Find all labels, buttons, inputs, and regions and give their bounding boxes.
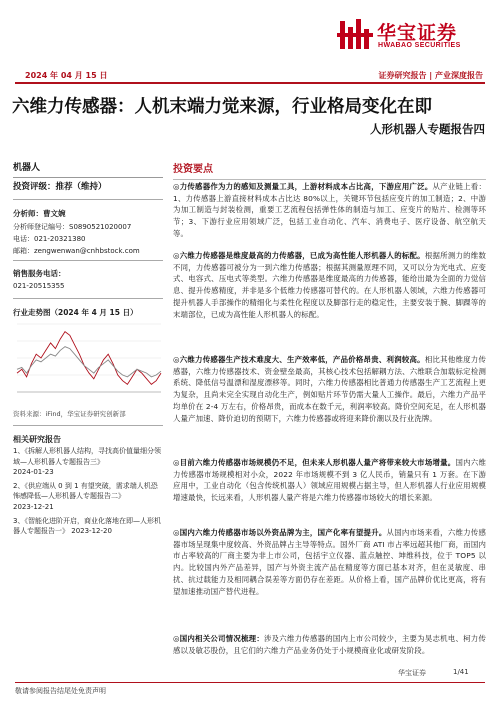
related-report-item[interactable] bbox=[13, 446, 163, 478]
analyst-email: 邮箱：zengwenwan@cnhbstock.com bbox=[13, 247, 140, 255]
report-type: 证券研究报告 | 产业深度报告 bbox=[378, 71, 483, 80]
key-point-lead: ◎国内六维力传感器市场以外资品牌为主，国产化率有望提升。 bbox=[173, 528, 387, 537]
related-report-date: 2023-12-21 bbox=[13, 502, 54, 511]
industry-trend-chart bbox=[13, 320, 165, 402]
investment-rating: 投资评级：推荐（维持） bbox=[13, 182, 107, 192]
key-point-lead: ◎力传感器作为力的感知及测量工具，上游材料成本占比高，下游应用广泛。 bbox=[173, 182, 433, 191]
divider bbox=[13, 260, 163, 261]
related-report-text: 1、《拆解人形机器人结构，寻找高价值量细分领域—人形机器人专题报告三》 bbox=[13, 447, 161, 466]
key-point-body: 国内六维力传感器市场规模相对小众，2022 年市场规模不到 3 亿人民币，销量只有 1 万套。在下游应用中，工业自动化（包含传统机器人）领域应用规模占据主导，但人形机器人行业应用规模增速最快，长远来看，人形机器人量产将是六维力传感器市场较大的增长来源。 bbox=[173, 458, 486, 503]
key-point-body: 相比其他维度力传感器，六维力传感器技术、资金壁垒最高，其核心技术包括解耦方法、六维联合加载标定检测系统、降低信号温漂和湿度漂移等。同时，六维力传感器相比普通力传感器生产工艺流程上更为复杂，且尚未完全实现自动化生产，例如贴片环节仍需大量人工操作。最后，六维力产品平均单价在 2-4 万左右，价格昂贵，而成本在数千元，利润率较高。降价空间充足，在人形机器人量产加速、降价迫切的预期下，六维力传感器或将迎来降价潮以及行业洗牌。 bbox=[173, 355, 487, 423]
key-point-lead: ◎六维力传感器生产技术难度大、生产效率低，产品价格昂贵、利润较高。 bbox=[173, 355, 425, 364]
key-point-paragraph bbox=[173, 527, 486, 597]
sales-phone: 021-20515355 bbox=[13, 282, 65, 290]
divider bbox=[13, 425, 163, 426]
key-point-paragraph bbox=[173, 181, 486, 240]
divider bbox=[173, 179, 486, 180]
brand-name-en: HWABAO SECURITIES bbox=[378, 42, 461, 49]
footer-divider bbox=[15, 682, 485, 683]
sales-title: 销售服务电话： bbox=[13, 269, 66, 278]
report-date: 2024 年 04 月 15 日 bbox=[25, 71, 108, 80]
trend-chart-title: 行业走势图（2024 年 4 月 15 日） bbox=[13, 308, 138, 317]
related-report-date: 2024-01-23 bbox=[13, 468, 54, 477]
related-report-text: 2、《供应端从 0 到 1 有望突破，需求端人机恐怖感降低—人形机器人专题报告二》 bbox=[13, 481, 158, 501]
key-point-lead: ◎目前六维力传感器市场规模仍不足，但未来人形机器人量产将带来较大市场增量。 bbox=[173, 458, 456, 467]
report-subtitle: 人形机器人专题报告四 bbox=[370, 122, 485, 136]
related-report-text: 3、《智能化进阶开启，商业化落地在即—人形机器人专题报告一》 bbox=[13, 516, 161, 536]
company-logo bbox=[337, 17, 487, 53]
key-point-paragraph bbox=[173, 633, 486, 656]
key-points-header bbox=[173, 160, 486, 180]
footer-brand: 华宝证券 bbox=[398, 669, 426, 677]
related-reports-title: 相关研究报告 bbox=[13, 435, 61, 444]
key-point-body: 从国内市场来看，六维力传感器市场呈现集中度较高、外资品牌占主导等特点。国外厂商 ATI 市占率远超其他厂商，而国内市占率较高的厂商主要为非上市公司，包括宇立仪器、蓝点触控、坤维科技，位于 TOP5 以内。比较国内外产品差异，国产与外资主流产品在精度等方面已基本对齐，但在灵敏度、串扰、抗过载能力及相同耦合误差等方面仍存在差距。从价格上看，国产品牌价优比更高，将有望加速推动国产替代进程。 bbox=[173, 528, 487, 596]
key-point-body: 从产业链上看：1、力传感器上游直接材料成本占比达 80%以上，关键环节包括应变片的加工制造；2、中游为加工制造与封装检测，重要工艺流程包括弹性体的制造与加工、应变片的贴片、检测等环节；3、下游行业应用领域广泛，包括工业自动化、汽车、消费电子、医疗设备、航空航天等。 bbox=[173, 182, 486, 238]
related-report-date: 2023-12-20 bbox=[71, 527, 112, 536]
key-point-body: 涉及六维力传感器的国内上市公司较少，主要为昊志机电、柯力传感以及敏芯股份，且它们的六维力产品业务仍处于小规模商业化或研发阶段。 bbox=[173, 634, 487, 655]
chart-source: 资料来源：iFind，华宝证券研究创新部 bbox=[13, 410, 126, 418]
related-reports-list bbox=[13, 446, 163, 540]
key-point-paragraph bbox=[173, 354, 486, 424]
brand-name-cn: 华宝证券 bbox=[377, 22, 458, 44]
analyst-phone: 电话：021-20321380 bbox=[13, 235, 86, 243]
key-points-title: 投资要点 bbox=[173, 164, 213, 175]
industry-label: 机器人 bbox=[13, 163, 41, 173]
key-point-paragraph bbox=[173, 250, 486, 320]
hwabao-logo-icon bbox=[337, 17, 373, 53]
page-number: 1/41 bbox=[453, 668, 469, 676]
divider bbox=[13, 298, 163, 299]
divider bbox=[13, 199, 163, 200]
related-report-item[interactable] bbox=[13, 481, 163, 513]
divider bbox=[13, 177, 163, 178]
analyst-cert: 分析师登记编号：S0890521020007 bbox=[13, 223, 132, 231]
analyst-name: 分析师：曹文婉 bbox=[13, 209, 66, 218]
disclaimer-note: 敬请参阅报告结尾处免责声明 bbox=[15, 687, 106, 695]
report-title: 六维力传感器：人机末端力觉来源，行业格局变化在即 bbox=[12, 97, 432, 117]
header-bar bbox=[15, 70, 485, 84]
key-point-body: 根据所测力的维数不同，力传感器可被分为一到六维力传感器；根据其测量原理不同，又可以分为光电式、应变式、电容式、压电式等类型。六维力传感器是维度最高的力传感器，能给出最为全面的力觉信息、提升传感精度，并非是多个低维力传感器可替代的。在人形机器人领域，六维力传感器可提升机器人手部操作的精细化与柔性化程度以及脚部行走的稳定性，主要安装于腕、脚踝等的末端部位，已成为高性能人形机器人的标配。 bbox=[173, 251, 487, 319]
key-point-lead: ◎国内相关公司情况梳理： bbox=[173, 634, 264, 643]
sidebar-industry bbox=[13, 160, 163, 178]
key-point-paragraph bbox=[173, 457, 486, 504]
key-point-lead: ◎六维力传感器是维度最高的力传感器，已成为高性能人形机器人的标配。 bbox=[173, 251, 425, 260]
related-report-item[interactable] bbox=[13, 516, 163, 537]
